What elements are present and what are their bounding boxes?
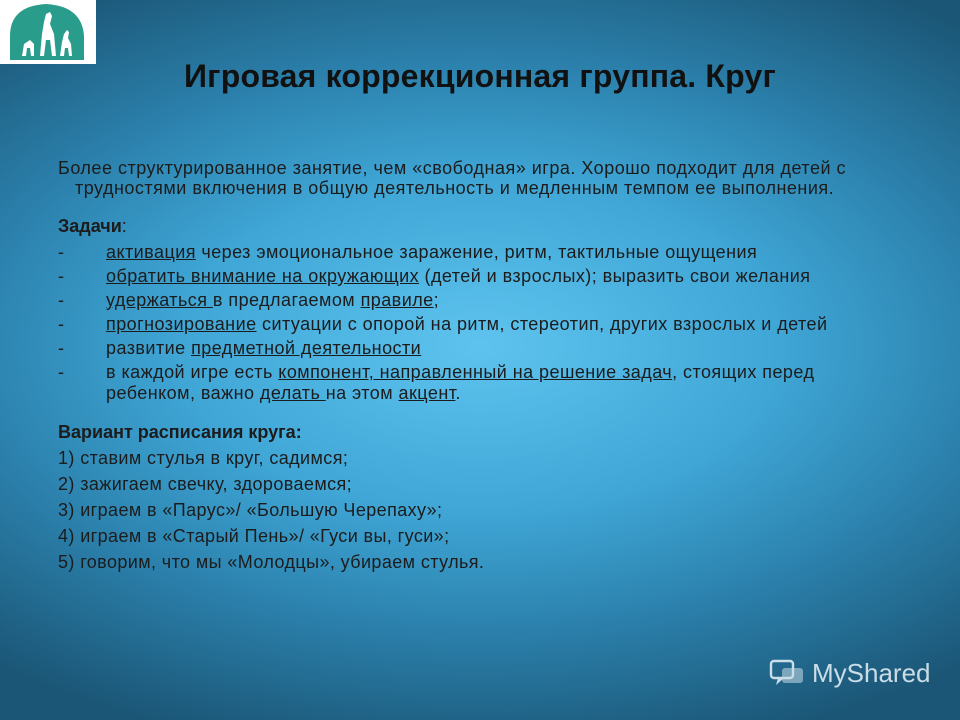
schedule-step: 2) зажигаем свечку, здороваемся; (58, 474, 353, 494)
underlined-term: акцент (398, 383, 456, 403)
schedule-step: 5) говорим, что мы «Молодцы», убираем стулья. (58, 552, 485, 572)
list-bullet: - (58, 338, 65, 358)
underlined-term: активация (106, 242, 196, 262)
list-item (58, 338, 898, 359)
list-bullet: - (58, 290, 65, 310)
underlined-term: правиле (360, 290, 434, 310)
list-item (58, 362, 898, 404)
item-text: развитие (106, 338, 192, 358)
giraffe-family-logo-icon (0, 0, 96, 64)
tasks-heading (58, 216, 898, 236)
tasks-list (58, 242, 898, 404)
underlined-term: обратить внимание на окружающих (106, 266, 420, 286)
schedule-step: 4) играем в «Старый Пень»/ «Гуси вы, гуси»; (58, 526, 450, 546)
underlined-term: удержаться (106, 290, 213, 310)
underlined-term: делать (259, 383, 326, 403)
underlined-term: компонент, направленный на решение задач (278, 362, 673, 382)
slide-body (58, 158, 898, 578)
schedule-heading: Вариант расписания круга: (58, 422, 302, 442)
list-item (58, 242, 898, 263)
item-text: (детей и взрослых); выразить свои желания (419, 266, 811, 286)
list-bullet: - (58, 314, 65, 334)
list-bullet: - (58, 242, 65, 262)
myshared-logo-icon (768, 658, 806, 688)
schedule-steps-list (58, 448, 898, 572)
schedule-step: 3) играем в «Парус»/ «Большую Черепаху»; (58, 500, 443, 520)
myshared-watermark (768, 656, 931, 690)
item-text: , стоящих перед ребенком, важно (106, 362, 815, 403)
list-bullet: - (58, 362, 65, 382)
underlined-term: прогнозирование (106, 314, 257, 334)
organization-logo (0, 0, 96, 64)
item-text: через эмоциональное заражение, ритм, тактильные ощущения (195, 242, 758, 262)
item-text: в предлагаемом (212, 290, 361, 310)
item-text: . (455, 383, 461, 403)
tasks-heading-label: Задачи (58, 216, 122, 236)
list-bullet: - (58, 266, 65, 286)
list-item (58, 290, 898, 311)
list-item (58, 314, 898, 335)
item-text: на этом (325, 383, 399, 403)
intro-paragraph: Более структурированное занятие, чем «свободная» игра. Хорошо подходит для детей с трудностями включения в общую деятельность и медленным темпом ее выполнения. (58, 158, 847, 198)
list-item (58, 266, 898, 287)
schedule-step: 1) ставим стулья в круг, садимся; (58, 448, 349, 468)
tasks-heading-colon: : (121, 216, 127, 236)
item-text: в каждой игре есть (106, 362, 279, 382)
item-text: ситуации с опорой на ритм, стереотип, других взрослых и детей (256, 314, 828, 334)
underlined-term: предметной деятельности (191, 338, 422, 358)
slide-title: Игровая коррекционная группа. Круг (183, 58, 777, 94)
item-text: ; (433, 290, 440, 310)
watermark-text: MyShared (812, 657, 931, 688)
